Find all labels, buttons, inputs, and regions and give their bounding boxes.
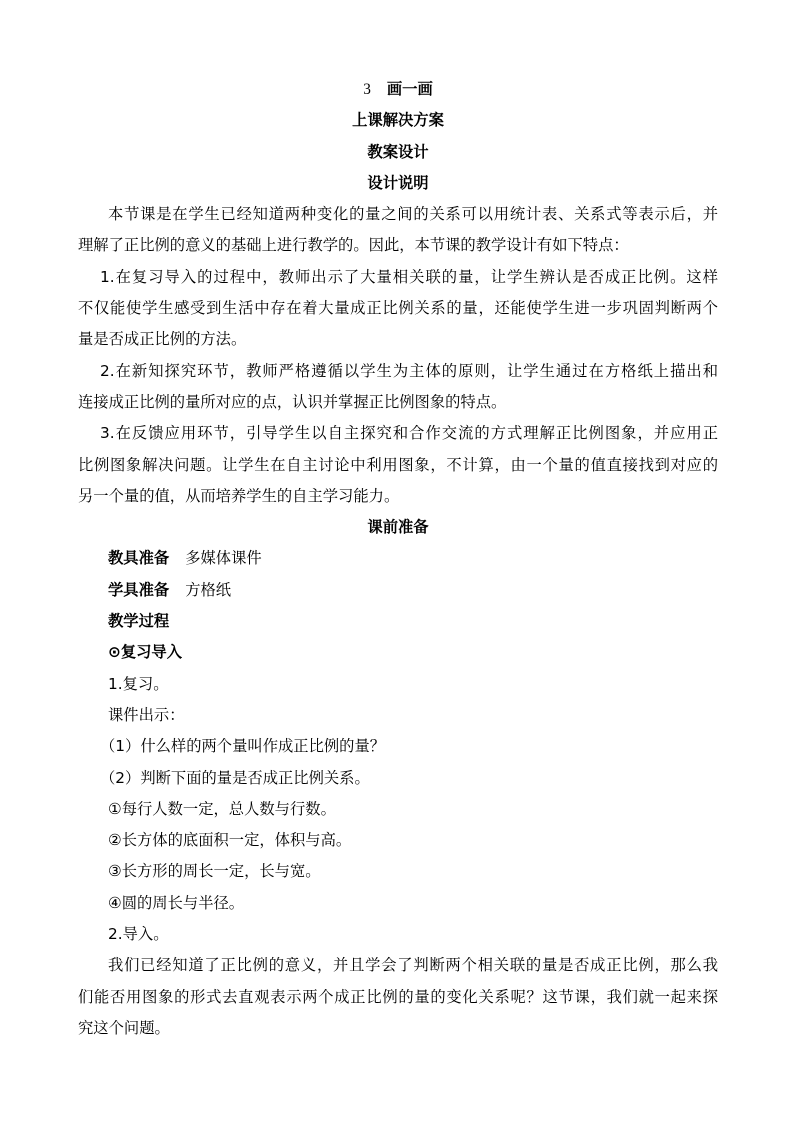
judge-item: ③长方形的周长一定，长与宽。 — [108, 862, 321, 881]
step-label: 1.复习。 — [108, 674, 169, 693]
notes-point-line: 另一个量的值，从而培养学生的自主学习能力。 — [78, 486, 400, 505]
plan-title: 上课解决方案 — [352, 111, 444, 130]
intro-paragraph-line: 我们已经知道了正比例的意义，并且学会了判断两个相关联的量是否成正比例，那么我 — [108, 956, 718, 975]
notes-point-line: 量是否成正比例的方法。 — [78, 330, 247, 349]
student-prep-value: 方格纸 — [185, 580, 232, 599]
judge-item: ①每行人数一定，总人数与行数。 — [108, 799, 336, 818]
lesson-number: 3 — [363, 81, 371, 98]
teacher-prep-value: 多媒体课件 — [185, 549, 262, 568]
student-prep-label: 学具准备 — [108, 580, 170, 599]
student-prep-row — [78, 575, 718, 606]
review-heading: ⊙复习导入 — [108, 643, 183, 662]
intro-paragraph-line: 们能否用图象的形式去直观表示两个成正比例的量的变化关系呢？这节课，我们就一起来探 — [78, 987, 718, 1006]
judge-item: ④圆的周长与半径。 — [108, 893, 245, 912]
teacher-prep-row — [78, 543, 718, 574]
prep-heading: 课前准备 — [367, 518, 429, 537]
notes-point-line: 比例图象解决问题。让学生在自主讨论中利用图象，不计算，由一个量的值直接找到对应的 — [78, 455, 718, 474]
teacher-prep-label: 教具准备 — [108, 549, 170, 568]
courseware-label: 课件出示： — [108, 705, 185, 724]
notes-point-line: 连接成正比例的量所对应的点，认识并掌握正比例图象的特点。 — [78, 392, 507, 411]
judge-item: ②长方体的底面积一定，体积与高。 — [108, 831, 352, 850]
process-heading: 教学过程 — [108, 612, 170, 631]
notes-intro-line: 本节课是在学生已经知道两种变化的量之间的关系可以用统计表、关系式等表示后，并 — [108, 205, 718, 224]
document-page — [78, 74, 718, 1044]
lesson-title-text: 画一画 — [386, 80, 433, 98]
notes-point-line: 2.在新知探究环节，教师严格遵循以学生为主体的原则，让学生通过在方格纸上描出和 — [100, 361, 718, 380]
question-item: （1）什么样的两个量叫作成正比例的量？ — [100, 737, 386, 756]
notes-point-line: 3.在反馈应用环节，引导学生以自主探究和合作交流的方式理解正比例图象，并应用正 — [100, 424, 718, 443]
intro-paragraph-line: 究这个问题。 — [78, 1018, 170, 1037]
section-notes-heading: 设计说明 — [367, 173, 429, 192]
section-design-heading: 教案设计 — [367, 142, 429, 161]
lesson-title — [78, 74, 718, 105]
notes-intro-line: 理解了正比例的意义的基础上进行教学的。因此，本节课的教学设计有如下特点： — [78, 236, 629, 255]
step-label: 2.导入。 — [108, 925, 169, 944]
question-item: （2）判断下面的量是否成正比例关系。 — [100, 768, 370, 787]
notes-point-line: 不仅能使学生感受到生活中存在着大量成正比例关系的量，还能使学生进一步巩固判断两个 — [78, 299, 718, 318]
notes-point-line: 1.在复习导入的过程中，教师出示了大量相关联的量，让学生辨认是否成正比例。这样 — [100, 267, 718, 286]
